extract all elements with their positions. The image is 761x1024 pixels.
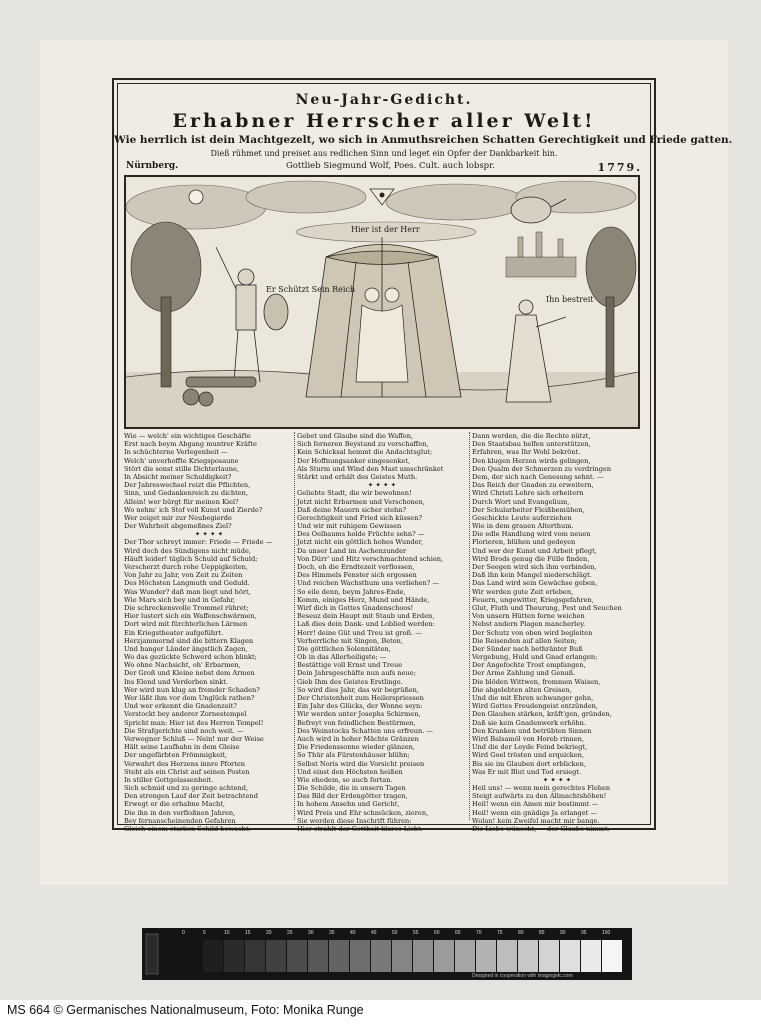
poem-line: Der Christenheit zum Heilerspriessen bbox=[297, 694, 424, 702]
poem-line: Wie ehedem, so auch fortan. bbox=[297, 775, 393, 784]
poem-line: So wird dies Jahr, das wir begrüßen, bbox=[297, 685, 419, 694]
scale-number: 80 bbox=[518, 930, 524, 936]
grey-patch bbox=[245, 940, 265, 972]
poem-line: Als Sturm und Wind den Mast umschränket bbox=[297, 464, 444, 473]
poem-line: Und einst den Höchsten heißen bbox=[297, 767, 403, 776]
dedication-line: Dieß rühmet und preiset aus redlichen Sinn und leget ein Opfer der Dankbarkeit hin. bbox=[210, 149, 558, 158]
poem-line: In hohem Ansehn und Gericht, bbox=[297, 800, 400, 809]
grey-patch bbox=[329, 940, 349, 972]
poem-line: In stiller Gottgelassenheit. bbox=[124, 775, 214, 784]
poem-line: Doch, eh die Erndtezeit verflossen, bbox=[297, 563, 415, 571]
scale-number: 95 bbox=[581, 930, 587, 936]
poem-line: Dem, der sich nach Genesung sehnt. — bbox=[472, 472, 604, 481]
poem-line: Wird Gottes Freudengeist entzünden, bbox=[472, 702, 598, 711]
poem-line: Der Schularbeiter Fleißbemühen, bbox=[472, 505, 585, 514]
poem-line: Bey fernanscheinenden Gefahren bbox=[124, 816, 236, 825]
poem-line: Der Sünder nach bethränter Buß bbox=[472, 644, 583, 653]
scale-footer: Designed in cooperation with imagingetc.com bbox=[472, 973, 573, 979]
poem-line: Selbst Noris wird die Vorsicht preisen bbox=[297, 759, 425, 768]
poem-line: Des Höchsten Langmuth und Geduld. bbox=[124, 579, 250, 588]
poem-line: Die blöden Wittwen, frommen Waisen, bbox=[472, 677, 601, 686]
poem-line: Die Strafgerichte sind noch weit. — bbox=[124, 726, 244, 735]
poem-line: Sinn, und Gedankenreich zu dichten, bbox=[124, 489, 249, 498]
banner-text: Hier ist der Herr bbox=[351, 225, 420, 234]
scale-number: 85 bbox=[539, 930, 545, 936]
poem-line: Befreyt von feindlichen Bestürmen, bbox=[297, 718, 416, 727]
poem-line: Durch Wort und Evangelium, bbox=[472, 497, 570, 506]
right-label: Ihn bestreit bbox=[546, 295, 594, 304]
poem-line: Der Angefochte Trost empfangen, bbox=[472, 661, 586, 670]
grey-patch bbox=[602, 940, 622, 972]
poem-line: Gerechtigkeit und Fried sich küssen? bbox=[297, 513, 422, 522]
poem-line: ✦ ✦ ✦ ✦ bbox=[542, 775, 572, 784]
poem-line: Wie in dem grauen Alterthum. bbox=[472, 522, 574, 531]
poem-line: Den strengen Lauf der Zeit betrachtend bbox=[124, 792, 258, 801]
poem-line: Wer wird nun klug an fremder Schaden? bbox=[124, 685, 260, 694]
poem-line: So Thür als Fürstenhäuser blühn; bbox=[297, 751, 410, 760]
poem-line: Wer läßt ihm vor dem Unglück rathen? bbox=[124, 694, 255, 702]
poem-line: Spricht man: Hier ist des Herren Tempel! bbox=[124, 718, 264, 727]
poem-line: Wird Balsamöl von Horeb rinnen, bbox=[472, 734, 584, 743]
scale-number: 60 bbox=[434, 930, 440, 936]
grey-patch bbox=[308, 940, 328, 972]
poem-line: Beseuz dein Haupt mit Staub und Erden, bbox=[297, 612, 435, 621]
imprint-year: 1779. bbox=[597, 161, 642, 174]
poem-line: Die ihn in den verfloßnen Jahren, bbox=[124, 808, 236, 817]
poem-line: Der Wahrheit abgemeßnes Ziel? bbox=[124, 522, 232, 531]
poem-line: Der ungefärbten Frömmigkeit, bbox=[124, 751, 227, 760]
poem-line: Steht als ein Christ auf seinen Posten bbox=[124, 767, 250, 776]
poem-line: Dann werden, die die Rechte nützt, bbox=[472, 432, 591, 440]
poem-line: Den klugen Herzen wirds gelingen, bbox=[472, 456, 591, 465]
poem-line: Geliebte Stadt, die wir bewohnen! bbox=[297, 489, 412, 498]
grey-patch bbox=[182, 940, 202, 972]
poem-line: Welch' unverhoffte Kriegsposaune bbox=[124, 456, 239, 465]
scale-number: 40 bbox=[350, 930, 356, 936]
poem-line: Wer zeiget mir zur Neubegierde bbox=[124, 513, 232, 522]
sun-icon bbox=[189, 190, 203, 204]
poem-line: Und wir mit ruhigem Gewissen bbox=[297, 522, 402, 531]
poem-line: ✦ ✦ ✦ ✦ bbox=[367, 481, 397, 490]
poem-line: Des Oelbaums holde Früchte sehn? — bbox=[297, 530, 425, 539]
subtitle: Wie herrlich ist dein Machtgezelt, wo sich in Anmuthsreichen Schatten Gerechtigkeit und Friede gatten. bbox=[114, 134, 733, 146]
poem-line: Sich ferneren Beystand zu verschaffen, bbox=[297, 440, 429, 449]
grey-patch bbox=[434, 940, 454, 972]
scale-number: 75 bbox=[497, 930, 503, 936]
poem-line: Die Schilde, die in unsern Tagen bbox=[297, 784, 406, 793]
grey-patch bbox=[350, 940, 370, 972]
poem-line: Bestättige voll Ernst und Treue bbox=[297, 661, 403, 670]
poem-line: Geschickte Leute auferziehen bbox=[472, 513, 572, 522]
poem-line: Verwahrt des Herzens innre Pforten bbox=[124, 759, 245, 768]
engraving-illustration bbox=[126, 177, 638, 427]
poem-line: Verwegner Schluß — Nein! nur der Weise bbox=[124, 734, 264, 743]
grey-patch bbox=[476, 940, 496, 972]
poem-line: Die Liebe wünscht, — der Glaube nimmt. — bbox=[472, 825, 619, 833]
scale-number: 15 bbox=[245, 930, 251, 936]
poem-line: Häuft leider! täglich Schuld auf Schuld; bbox=[124, 554, 258, 563]
grey-patch bbox=[581, 940, 601, 972]
scale-number: 30 bbox=[308, 930, 314, 936]
poem-line: Von Dürr' und Hitz verschmachtend schien, bbox=[297, 554, 444, 563]
grey-patch bbox=[497, 940, 517, 972]
left-label: Er Schützt Sein Reich bbox=[266, 285, 356, 294]
poem-line: Den Glauben stärken, kräft'gen, gründen, bbox=[472, 710, 612, 719]
poem-line: Laß dies dein Dank- und Loblied werden: bbox=[297, 620, 435, 629]
poem-line: Das Reich der Gnaden zu erweitern, bbox=[472, 481, 594, 490]
grey-patch bbox=[287, 940, 307, 972]
poem-line: Herzjammernd sind die bittern Klagen bbox=[124, 636, 254, 645]
poem-line: Gieb Ihm des Geistes Erstlinge. bbox=[297, 677, 403, 686]
poem-line: Die göttlichen Solennitäten, bbox=[297, 644, 391, 653]
poem-line: Wird Brods genug die Fülle finden, bbox=[472, 554, 590, 563]
poem-line: Von Jahr zu Jahr, von Zeit zu Zeiten bbox=[124, 571, 243, 580]
scale-number: 25 bbox=[287, 930, 293, 936]
poem-line: Wird Christi Lehre sich erheitern bbox=[472, 489, 584, 498]
poem-line: Sich schmid und zu geringe achtend, bbox=[124, 784, 249, 793]
poem-line: Florieren, blühen und gedeyen bbox=[472, 538, 576, 547]
poem-line: Wo das gezückte Schwerd schon blinkt; bbox=[124, 653, 257, 662]
poem-line: Und wer der Kunst und Arbeit pflegt, bbox=[472, 546, 597, 555]
poem-line: Dein Jahrsgeschäfte nun aufs neue; bbox=[297, 669, 416, 678]
poem-line: Die Friedenssonne wieder glänzen, bbox=[297, 743, 415, 752]
poem-column-2 bbox=[297, 432, 467, 833]
poem-line: Sie werden diese Inschrift führen: bbox=[297, 816, 412, 825]
poem-line: Den Kranken und betrübten Sinnen bbox=[472, 726, 592, 735]
scale-number: 65 bbox=[455, 930, 461, 936]
poem-line: Wird Preis und Ehr schmücken, zieren, bbox=[297, 808, 429, 817]
poem-line: Das Bild der Erdengötter tragen, bbox=[297, 792, 408, 801]
imprint-author: Gottlieb Siegmund Wolf, Poes. Cult. auch lobspr. bbox=[286, 161, 495, 171]
poem-line: Bis sie im Glauben dort erblicken, bbox=[472, 759, 586, 768]
poem-line: Erwegt er die erhabne Macht, bbox=[124, 800, 226, 809]
poem-line: Wie Mars sich bey und in Gefahr, bbox=[124, 595, 236, 604]
poem-line: Die Reisenden auf allen Seiten; bbox=[472, 636, 578, 645]
poem-line: Stört die sonst stille Dichterlaune, bbox=[124, 464, 240, 473]
poem-line: Den Staatsbau helfen unterstützen, bbox=[472, 440, 591, 449]
poem-line: Vergebung, Huld und Gnad erlangen; bbox=[472, 653, 598, 662]
poem-line: Wo nehm' ich Stof voll Kunst und Zierde? bbox=[124, 505, 263, 514]
poem-line: Was Er mit Blut und Tod ersiegt. bbox=[472, 767, 582, 776]
poem-line: Und die mit Ehren schwanger gehn, bbox=[472, 694, 594, 702]
scale-number: 45 bbox=[371, 930, 377, 936]
poem-line: Kein Schicksal hemmt die Andachtsglut; bbox=[297, 448, 433, 457]
poem-line: Hier lustert sich ein Waffenschwärmen, bbox=[124, 612, 257, 621]
poem-line: Wird Goel trösten und erquicken, bbox=[472, 751, 585, 760]
poem-line: Von unsern Hütten ferne weichen bbox=[472, 612, 585, 621]
poem-line: In Absicht meiner Schuldigkeit? bbox=[124, 472, 232, 481]
poem-line: Der Groß und Kleine nebst dem Armen bbox=[124, 669, 255, 678]
poem-line: Und banger Länder ängstlich Zagen, bbox=[124, 644, 248, 653]
poem-line: Den Qualm der Schmerzen zu verdringen bbox=[472, 464, 612, 473]
poem-line: Verscherzt durch rohe Ueppigkeiten, bbox=[124, 563, 248, 571]
munsell-logo-icon bbox=[146, 934, 158, 974]
poem-line: Ob in das Allerheiligste; — bbox=[297, 653, 387, 662]
grey-patch bbox=[539, 940, 559, 972]
poem-line: Hier strahlt der Gottheit klares Licht. bbox=[297, 825, 423, 833]
poem-line: Der Hoffnungsanker eingesenket, bbox=[297, 456, 411, 465]
poem-line: Das Land wird sein Gewächse geben, bbox=[472, 579, 598, 588]
poem-line: Hält seine Laufbahn in dem Gleise bbox=[124, 743, 240, 752]
grey-patch bbox=[560, 940, 580, 972]
poem-line: Dort wird mit fürchterlichen Lärmen bbox=[124, 620, 248, 629]
scale-number: 0 bbox=[182, 930, 185, 936]
poem-line: Auch wird in hoher Mächte Gränzen bbox=[297, 734, 419, 743]
photo-caption: MS 664 © Germanisches Nationalmuseum, Foto: Monika Runge bbox=[7, 1003, 364, 1017]
poem-line: Wie — welch' ein wichtiges Geschäfte bbox=[124, 432, 251, 440]
scale-number: 35 bbox=[329, 930, 335, 936]
poem-line: Wird doch des Sündigens nicht müde, bbox=[124, 546, 252, 555]
poem-column-3 bbox=[472, 432, 642, 833]
poem-line: Der Arme Zahlung und Genuß. bbox=[472, 669, 576, 678]
scale-number: 90 bbox=[560, 930, 566, 936]
poem-line: Der Schutz von oben wird begleiten bbox=[472, 628, 593, 637]
title-line-1: Neu-Jahr-Gedicht. bbox=[295, 92, 473, 108]
poem-line: Der Seegen wird sich ihm verbinden, bbox=[472, 563, 597, 571]
poem-line: Der Thor schreyt immer: Friede — Friede — bbox=[124, 538, 273, 547]
grey-patch bbox=[413, 940, 433, 972]
poem-line: Gebet und Glaube sind die Waffen, bbox=[297, 432, 414, 440]
poem-line: Herr! deine Güt und Treu ist groß. — bbox=[297, 628, 422, 637]
poem-line: Die abgelebten alten Greisen, bbox=[472, 685, 572, 694]
poem-line: Die schreckensvolle Trommel rühret; bbox=[124, 603, 249, 612]
poem-line: Wir werden gute Zeit erleben, bbox=[472, 587, 574, 596]
grey-patch bbox=[266, 940, 286, 972]
column-divider bbox=[469, 432, 471, 820]
imprint-city: Nürnberg. bbox=[126, 161, 179, 171]
poem-line: Erst nach beym Abgang muntrer Kräfte bbox=[124, 440, 257, 449]
broadsheet-frame bbox=[112, 78, 733, 833]
grey-patch bbox=[455, 940, 475, 972]
poem-line: Nebst andern Plagen mancherley. bbox=[472, 620, 586, 629]
poem-line: Wirf dich in Gottes Gnadenschoos! bbox=[297, 603, 414, 612]
poem-line: Des Himmels Fenster sich ergossen bbox=[297, 571, 417, 580]
poem-line: Jetzt nicht Erbarmen und Verschonen, bbox=[297, 497, 426, 506]
engraving bbox=[124, 175, 640, 429]
poem-line: In schüchterne Verlegenheit — bbox=[124, 448, 228, 457]
scale-number: 10 bbox=[224, 930, 230, 936]
poem-line: Heil! wenn ein Amen mir bestimmt — bbox=[472, 800, 599, 809]
poem-line: Verstockt bey anderer Zornestempel bbox=[124, 710, 247, 719]
poem-line: Feuern, ungewitter, Kriegsgefahren, bbox=[472, 595, 594, 604]
poem-column-1 bbox=[124, 432, 294, 833]
poem-line: Was Wunder? daß man liegt und hört, bbox=[124, 587, 251, 596]
poem-line: Stärkt und erhält des Geistes Muth. bbox=[297, 472, 418, 481]
poem-line: Und die der Leyde Feind bekriegt, bbox=[472, 743, 588, 752]
poem-line: Daß ihn kein Mangel niederschlägt. bbox=[472, 571, 592, 580]
poem-line: Ein Jahr des Glücks, der Wonne seyn: bbox=[297, 702, 423, 711]
poem-line: ✦ ✦ ✦ ✦ bbox=[194, 530, 224, 539]
poem-line: Der Jahreswechsel reizt die Pflichten, bbox=[124, 481, 251, 490]
scale-number: 100 bbox=[602, 930, 611, 936]
poem-line: So eile denn, beym Jahres-Ende, bbox=[297, 587, 406, 596]
poem-line: Verherrliche mit Singen, Beten, bbox=[297, 636, 404, 645]
poem-line: Jetzt nicht ein göttlich hohes Wunder, bbox=[297, 538, 424, 547]
poem-line: Heil uns! — wenn mein gerechtes Flehen bbox=[472, 784, 611, 793]
grey-patch bbox=[392, 940, 412, 972]
poem-line: Wolan! kein Zweifel macht mir bange. bbox=[472, 816, 600, 825]
poem-line: Und reichen Wachsthum uns verliehen? — bbox=[297, 579, 439, 588]
poem-line: Komm, einiges Herz, Mund und Hände, bbox=[297, 595, 430, 604]
poem-line: Steigt aufwärts zu den Allmachtshöhen! bbox=[472, 792, 607, 801]
poem-line: Allein! wer bürgt für meinen Kiel? bbox=[124, 497, 239, 506]
poem-line: Wo ohne Nachsicht, oh' Erbarmen, bbox=[124, 661, 241, 670]
poem-line: Daß deine Mauern sicher stehn? bbox=[297, 505, 407, 514]
poem-line: Ein Kriegstheater aufgeführt. bbox=[124, 628, 224, 637]
column-divider bbox=[294, 432, 296, 820]
scale-number: 20 bbox=[266, 930, 272, 936]
scale-number: 5 bbox=[203, 930, 206, 936]
poem-line: Erfahren, was Ihr Wohl bekrönt. bbox=[472, 448, 581, 457]
scale-number: 70 bbox=[476, 930, 482, 936]
poem-line: Des Weinstocks Schatten uns erfreun. — bbox=[297, 726, 434, 735]
grey-patch bbox=[518, 940, 538, 972]
scale-numbers bbox=[182, 930, 622, 938]
poem-line: Die edle Handlung wird vom neuen bbox=[472, 530, 591, 539]
poem-line: Daß sie kein Gnadenwerk erhöhn. bbox=[472, 718, 587, 727]
scale-number: 55 bbox=[413, 930, 419, 936]
grey-patch bbox=[203, 940, 223, 972]
poem-line: Und wer erkennt die Gnadenzeit? bbox=[124, 702, 237, 711]
grey-patch bbox=[224, 940, 244, 972]
poem-line: Ins Elend und Verderben sinkt. bbox=[124, 677, 228, 686]
poem-line: Heil! wenn ein gnädigs Ja erlanget — bbox=[472, 808, 598, 817]
grey-scale-target bbox=[142, 928, 632, 980]
scale-number: 50 bbox=[392, 930, 398, 936]
grey-patch bbox=[371, 940, 391, 972]
poem-line: Glut, Fluth und Theurung, Pest und Seuchen bbox=[472, 603, 622, 612]
title-line-2: Erhabner Herrscher aller Welt! bbox=[172, 110, 596, 132]
poem-line: Da unser Land im Aschenzunder bbox=[297, 546, 407, 555]
poem-line: Wir werden unter Josephs Schirmen, bbox=[297, 710, 421, 719]
poem-line: Gleich einem starken Schild bewacht. bbox=[124, 825, 251, 833]
